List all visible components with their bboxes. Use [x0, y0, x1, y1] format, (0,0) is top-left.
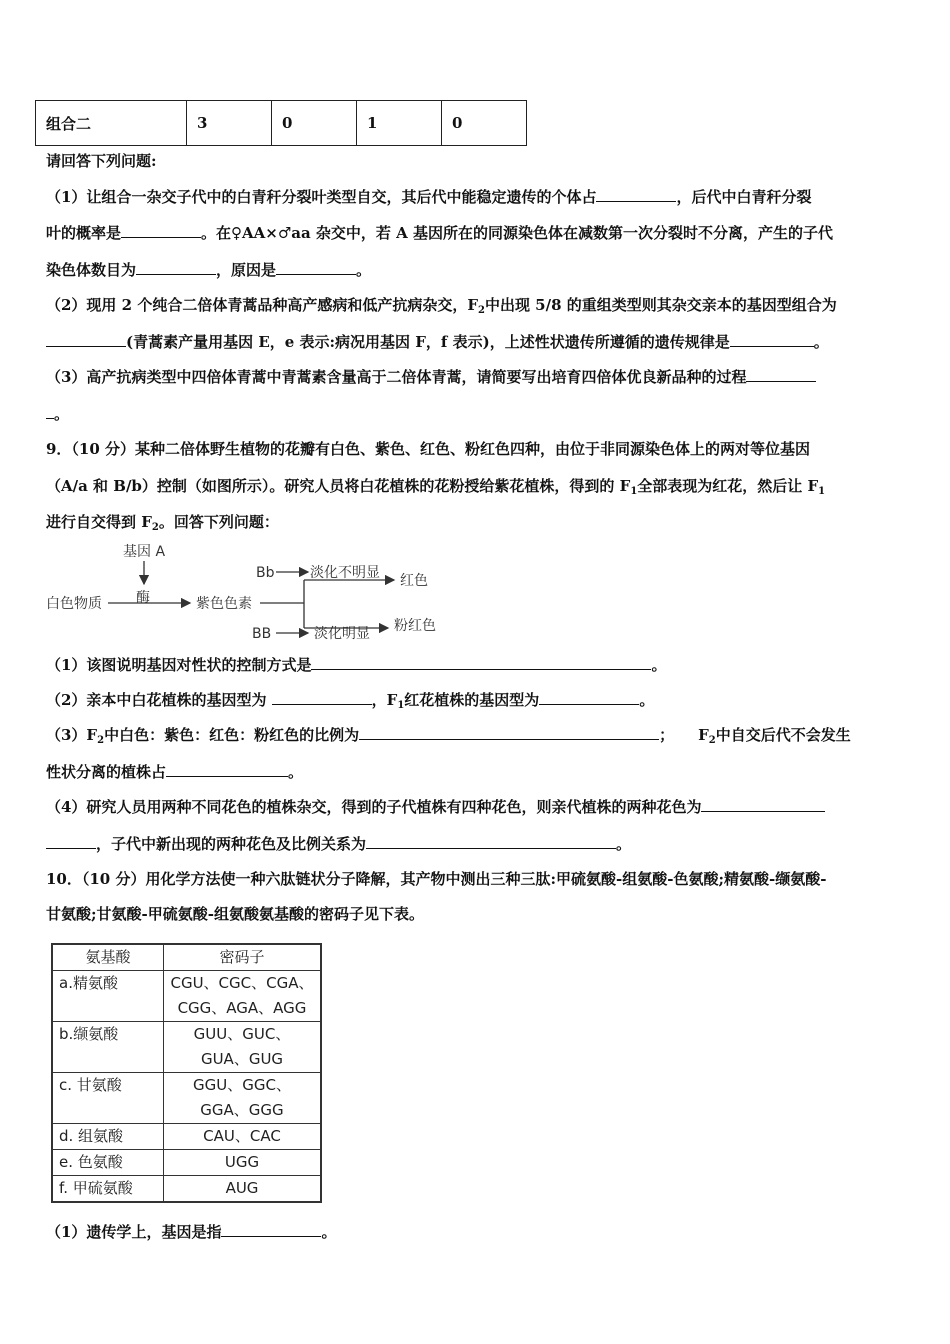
column-header: 氨基酸 [52, 944, 164, 971]
answer-blank[interactable] [366, 834, 616, 849]
table-cell: 0 [272, 101, 357, 146]
answer-blank[interactable] [221, 1222, 321, 1237]
answer-blank[interactable] [121, 223, 201, 238]
codon-cell: GUU、GUC、 GUA、GUG [164, 1022, 322, 1073]
row-label: 组合二 [36, 101, 187, 146]
answer-blank[interactable] [596, 187, 676, 202]
q8-part1-line2: 叶的概率是 。在♀AA×♂aa 杂交中，若 A 基因所在的同源染色体在减数第一次分裂时不分离，产生的子代 [46, 224, 834, 242]
q9-stem-line2: （A/a 和 B/b）控制（如图所示）。研究人员将白花植株的花粉授给紫花植株，得到的 $F_1$全部表现为红花，然后让 $F_1$ [46, 477, 826, 497]
codon-cell: UGG [164, 1150, 322, 1176]
table-cell: 1 [357, 101, 442, 146]
q10-stem-line2: 甘氨酸;甘氨酸-甲硫氨酸-组氨酸氨基酸的密码子见下表。 [46, 905, 424, 923]
table-row [52, 1176, 321, 1203]
red-label: 红色 [400, 573, 428, 589]
q9-stem-line1: 9．（10 分）某种二倍体野生植物的花瓣有白色、紫色、红色、粉红色四种，由位于非同源染色体上的两对等位基因 [46, 440, 811, 458]
column-header: 密码子 [164, 944, 322, 971]
amino-acid-cell: c. 甘氨酸 [52, 1073, 164, 1124]
q10-sub1: （1）遗传学上，基因是指 。 [46, 1223, 337, 1241]
table-row [52, 971, 321, 1022]
amino-acid-cell: f. 甲硫氨酸 [52, 1176, 164, 1203]
amino-acid-cell: b.缬氨酸 [52, 1022, 164, 1073]
pink-label: 粉红色 [394, 618, 436, 634]
answer-blank[interactable] [701, 797, 825, 812]
codon-cell: CGU、CGC、CGA、 CGG、AGA、AGG [164, 971, 322, 1022]
q8-prompt: 请回答下列问题: [46, 152, 157, 170]
white-substance-label: 白色物质 [46, 596, 102, 612]
answer-blank[interactable] [46, 332, 126, 347]
q9-sub4-line1: （4）研究人员用两种不同花色的植株杂交，得到的子代植株有四种花色，则亲代植株的两种花色为 [46, 797, 825, 817]
q8-part1-line1: （1）让组合一杂交子代中的白青秆分裂叶类型自交，其后代中能稳定遗传的个体占 ，后代中白青秆分裂 [46, 188, 812, 206]
answer-blank[interactable] [276, 260, 356, 275]
table-row [36, 101, 527, 146]
table-row [52, 1073, 321, 1124]
codon-table [51, 943, 322, 1203]
q8-part2-line1: （2）现用 2 个纯合二倍体青蒿品种高产感病和低产抗病杂交，$F_2$中出现 5/8 的重组类型则其杂交亲本的基因型组合为 [46, 296, 837, 316]
amino-acid-cell: d. 组氨酸 [52, 1124, 164, 1150]
fade-weak-label: 淡化不明显 [310, 565, 380, 581]
purple-pigment-label: 紫色色素 [196, 596, 252, 612]
answer-blank[interactable] [539, 690, 639, 705]
q9-sub2: （2）亲本中白花植株的基因型为 ，$F_1$红花植株的基因型为 。 [46, 691, 655, 711]
gene-a-label: 基因 A [123, 544, 166, 560]
q8-part3-line1: （3）高产抗病类型中四倍体青蒿中青蒿素含量高于二倍体青蒿，请简要写出培育四倍体优良新品种的过程 [46, 367, 816, 387]
answer-blank[interactable] [359, 725, 659, 740]
table-row [52, 1022, 321, 1073]
answer-blank[interactable] [272, 690, 372, 705]
table-row [52, 1150, 321, 1176]
q9-sub3-line2: 性状分离的植株占 。 [46, 763, 304, 781]
table-cell: 0 [442, 101, 527, 146]
enzyme-label: 酶 [136, 590, 150, 606]
cross-result-table [35, 100, 527, 146]
q8-part2-line2: (青蒿素产量用基因 E，e 表示:病况用基因 F，f 表示)，上述性状遗传所遵循的遗传规律是 。 [46, 332, 829, 352]
pigment-pathway-diagram [38, 540, 458, 650]
genotype-bb-lower: BB [252, 626, 272, 642]
codon-cell: GGU、GGC、 GGA、GGG [164, 1073, 322, 1124]
answer-blank[interactable] [46, 834, 96, 849]
table-cell: 3 [187, 101, 272, 146]
codon-cell: AUG [164, 1176, 322, 1203]
q9-sub3-line1: $(3)F_2$中白色：紫色：红色：粉红色的比例为 ； $F_2$中自交后代不会发生 [46, 726, 851, 746]
q9-stem-line3: 进行自交得到 $F_2$。回答下列问题： [46, 513, 279, 533]
answer-blank[interactable] [311, 655, 651, 670]
table-header-row [52, 944, 321, 971]
answer-blank[interactable] [46, 404, 54, 419]
q9-sub1: （1）该图说明基因对性状的控制方式是 。 [46, 656, 667, 674]
q10-stem-line1: 10．（10 分）用化学方法使一种六肽链状分子降解，其产物中测出三种三肽:甲硫氨酸-组氨酸-色氨酸;精氨酸-缬氨酸- [46, 870, 827, 888]
answer-blank[interactable] [730, 332, 814, 347]
answer-blank[interactable] [746, 367, 816, 382]
amino-acid-cell: a.精氨酸 [52, 971, 164, 1022]
q8-part3-line2: 。 [46, 404, 69, 424]
fade-strong-label: 淡化明显 [314, 626, 370, 642]
amino-acid-cell: e. 色氨酸 [52, 1150, 164, 1176]
table-row [52, 1124, 321, 1150]
answer-blank[interactable] [166, 762, 288, 777]
genotype-bb-upper: Bb [256, 565, 275, 581]
q9-sub4-line2: ，子代中新出现的两种花色及比例关系为 。 [46, 834, 631, 854]
answer-blank[interactable] [136, 260, 216, 275]
q8-part1-line3: 染色体数目为 ，原因是 。 [46, 261, 372, 279]
codon-cell: CAU、CAC [164, 1124, 322, 1150]
